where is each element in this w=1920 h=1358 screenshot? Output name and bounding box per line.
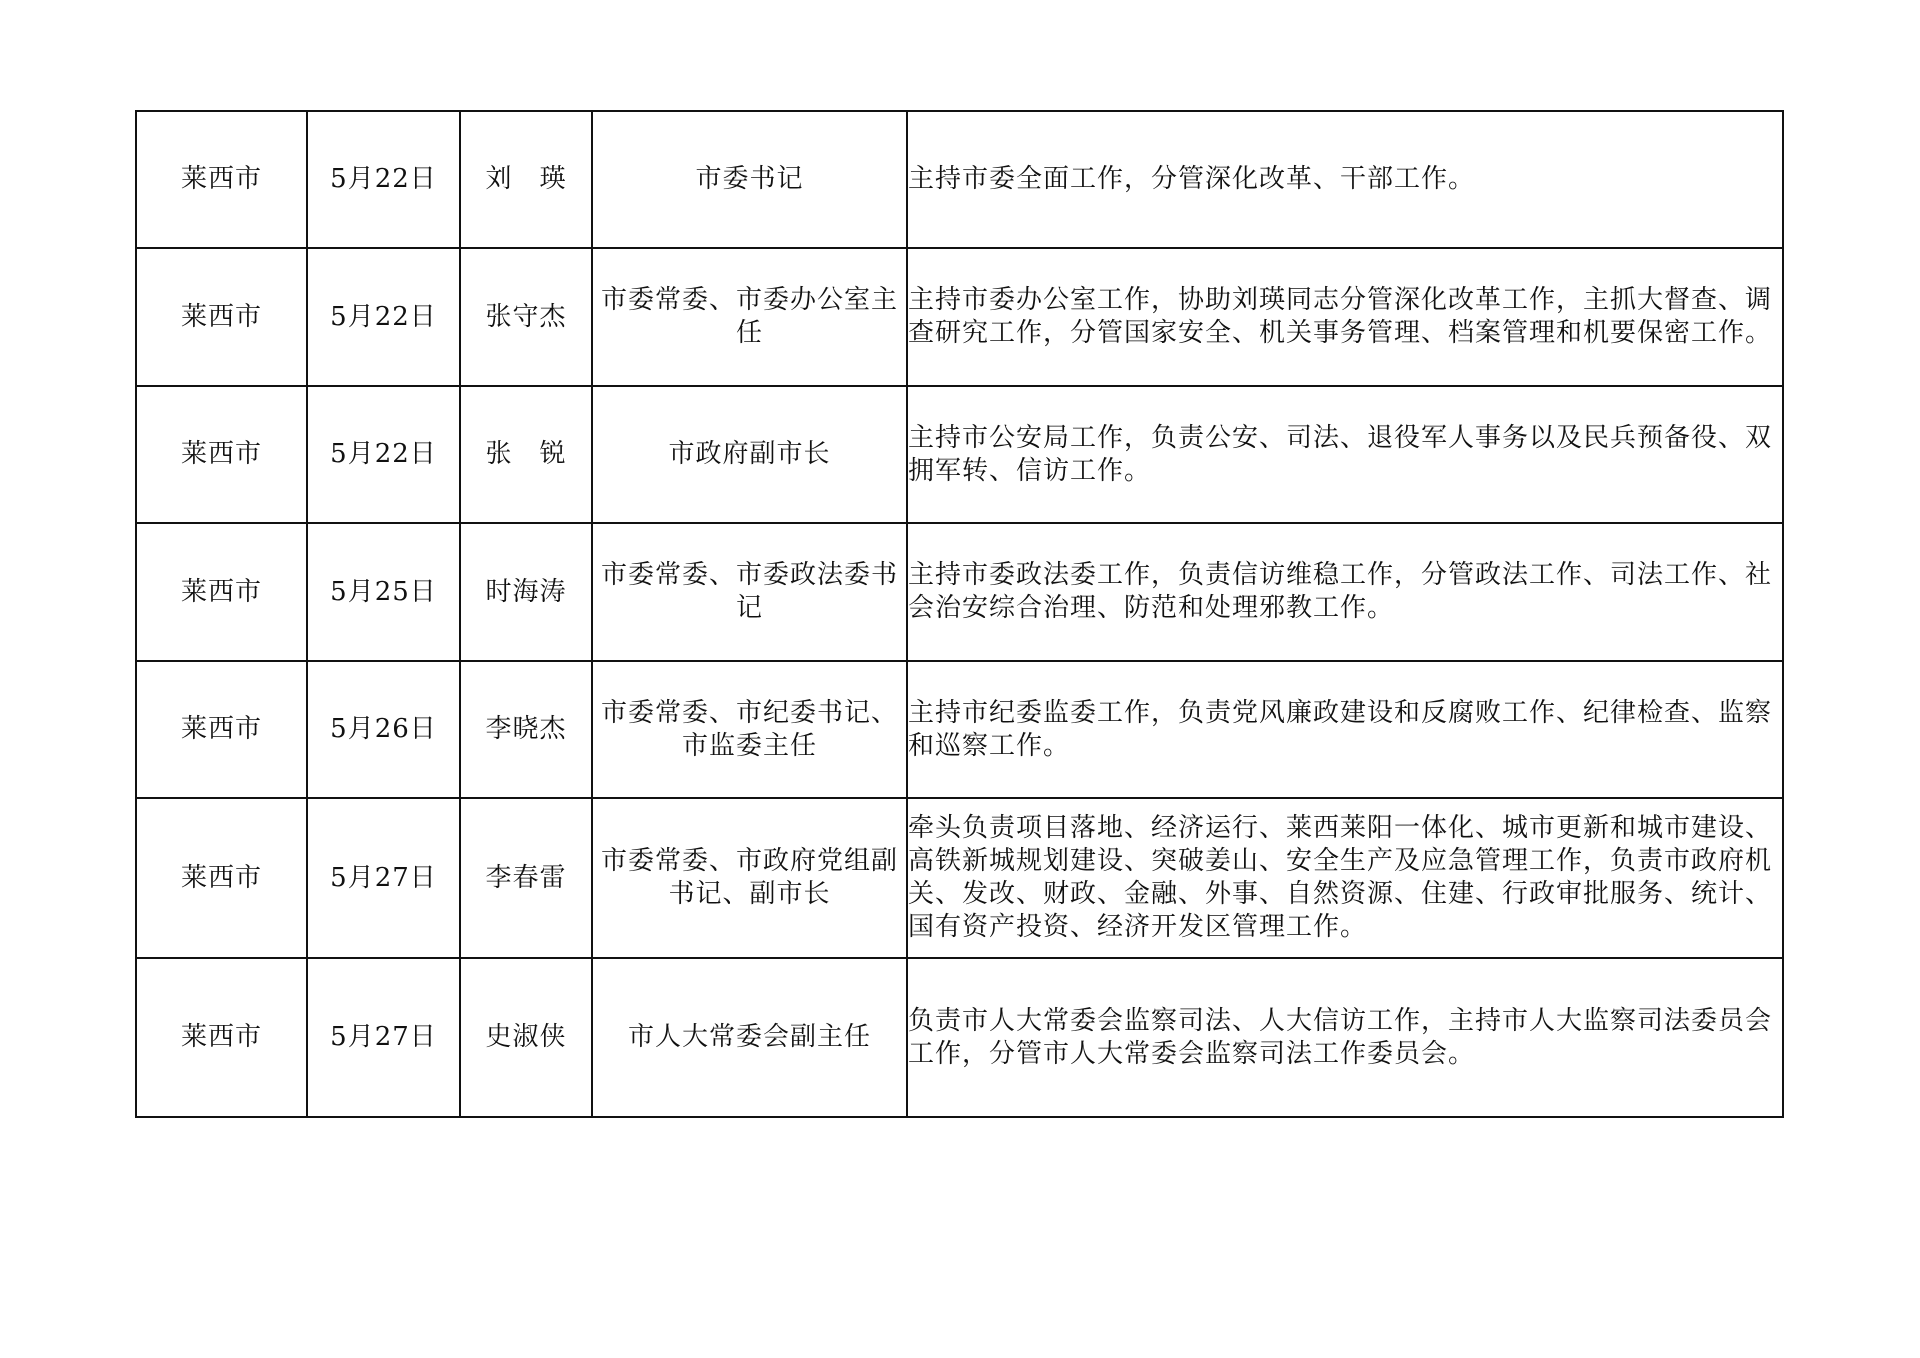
city-cell: 莱西市 (136, 523, 307, 661)
date-cell: 5月27日 (307, 958, 460, 1117)
duties-cell: 主持市纪委监委工作，负责党风廉政建设和反腐败工作、纪律检查、监察和巡察工作。 (907, 661, 1783, 798)
name-cell: 张 锐 (460, 386, 592, 523)
name-cell: 刘 瑛 (460, 111, 592, 248)
position-cell: 市人大常委会副主任 (592, 958, 907, 1117)
position-cell: 市委常委、市委办公室主任 (592, 248, 907, 386)
duties-cell: 主持市委政法委工作，负责信访维稳工作，分管政法工作、司法工作、社会治安综合治理、防范和处理邪教工作。 (907, 523, 1783, 661)
duties-cell: 负责市人大常委会监察司法、人大信访工作，主持市人大监察司法委员会工作，分管市人大常委会监察司法工作委员会。 (907, 958, 1783, 1117)
duties-cell: 主持市委全面工作，分管深化改革、干部工作。 (907, 111, 1783, 248)
date-cell: 5月25日 (307, 523, 460, 661)
position-cell: 市委常委、市纪委书记、市监委主任 (592, 661, 907, 798)
duties-cell: 主持市公安局工作，负责公安、司法、退役军人事务以及民兵预备役、双拥军转、信访工作。 (907, 386, 1783, 523)
name-cell: 时海涛 (460, 523, 592, 661)
position-cell: 市委常委、市委政法委书记 (592, 523, 907, 661)
city-cell: 莱西市 (136, 386, 307, 523)
name-cell: 张守杰 (460, 248, 592, 386)
date-cell: 5月22日 (307, 248, 460, 386)
date-cell: 5月22日 (307, 111, 460, 248)
table-row (136, 798, 1783, 958)
name-cell: 李春雷 (460, 798, 592, 958)
date-cell: 5月26日 (307, 661, 460, 798)
table-row (136, 386, 1783, 523)
date-cell: 5月27日 (307, 798, 460, 958)
duties-cell: 主持市委办公室工作，协助刘瑛同志分管深化改革工作，主抓大督查、调查研究工作，分管国家安全、机关事务管理、档案管理和机要保密工作。 (907, 248, 1783, 386)
table-row (136, 958, 1783, 1117)
city-cell: 莱西市 (136, 958, 307, 1117)
position-cell: 市政府副市长 (592, 386, 907, 523)
city-cell: 莱西市 (136, 661, 307, 798)
position-cell: 市委书记 (592, 111, 907, 248)
official-duties-table (135, 110, 1784, 1118)
position-cell: 市委常委、市政府党组副书记、副市长 (592, 798, 907, 958)
table-row (136, 248, 1783, 386)
name-cell: 李晓杰 (460, 661, 592, 798)
city-cell: 莱西市 (136, 111, 307, 248)
name-cell: 史淑侠 (460, 958, 592, 1117)
city-cell: 莱西市 (136, 798, 307, 958)
date-cell: 5月22日 (307, 386, 460, 523)
table-row (136, 111, 1783, 248)
city-cell: 莱西市 (136, 248, 307, 386)
table-row (136, 523, 1783, 661)
duties-cell: 牵头负责项目落地、经济运行、莱西莱阳一体化、城市更新和城市建设、高铁新城规划建设、突破姜山、安全生产及应急管理工作，负责市政府机关、发改、财政、金融、外事、自然资源、住建、行政审批服务、统计、国有资产投资、经济开发区管理工作。 (907, 798, 1783, 958)
table-row (136, 661, 1783, 798)
